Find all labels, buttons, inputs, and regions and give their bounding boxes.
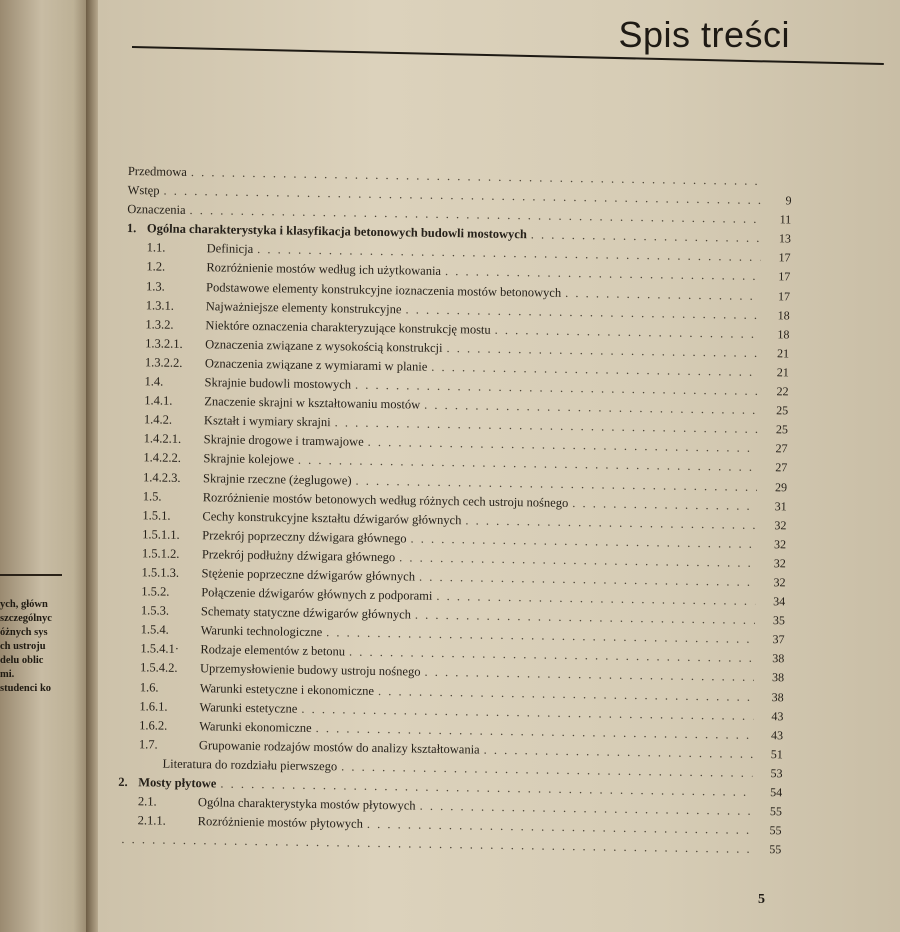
toc-entry-page: 31	[774, 498, 787, 513]
toc-entry-page: 25	[776, 403, 789, 418]
toc-entry-number: 1.3.2.	[145, 317, 174, 332]
toc-entry-title: Znaczenie skrajni w kształtowaniu mostów	[204, 394, 421, 412]
toc-entry-page: 17	[778, 269, 791, 284]
toc-entry-page: 27	[775, 441, 788, 456]
toc-entry-number: 1.5.4.1·	[140, 641, 180, 657]
toc-entry-title: Warunki estetyczne	[199, 699, 298, 716]
toc-entry-title: Skrajnie kolejowe	[203, 451, 295, 468]
toc-entry-number: 1.3.2.2.	[144, 355, 183, 370]
toc-entry-title: Kształt i wymiary skrajni	[203, 413, 331, 430]
toc-entry-title: Skrajnie drogowe i tramwajowe	[203, 432, 364, 450]
toc-entry-number: 1.4.2.3.	[142, 469, 181, 485]
toc-entry-number: 2.1.	[137, 794, 157, 809]
left-page-fragment: studenci ko	[0, 683, 52, 694]
toc-entry-page: 32	[773, 575, 786, 590]
toc-entry-number: 1.3.	[145, 278, 165, 294]
toc-entry-title: Przedmowa	[127, 164, 188, 179]
left-page-fragment: mi.	[0, 669, 15, 680]
toc-entry-number: 1.5.	[142, 488, 162, 504]
toc-entry-title: Ogólna charakterystyka i klasyfikacja betonowych budowli mostowych	[146, 221, 527, 242]
toc-entry-number: 1.4.2.1.	[143, 431, 182, 447]
toc-entry-number: 1.	[126, 221, 137, 236]
toc-entry-title: Przekrój podłużny dźwigara głównego	[201, 547, 396, 565]
toc-entry-title: Rozróżnienie mostów betonowych według różnych cech ustroju nośnego	[202, 489, 569, 510]
left-page-text	[0, 598, 80, 696]
toc-entry-page: 54	[770, 785, 783, 800]
toc-entry-title: Podstawowe elementy konstrukcyjne ioznaczenia mostów betonowych	[205, 279, 562, 300]
toc-entry-number: 1.1.	[146, 240, 166, 255]
toc-entry-title: Niektóre oznaczenia charakteryzujące konstrukcję mostu	[205, 317, 491, 337]
toc-page	[98, 0, 900, 932]
toc-entry-number: 1.3.2.1.	[145, 336, 183, 351]
toc-entry-number: 1.5.4.2.	[139, 660, 178, 676]
toc-entry-title: Warunki technologiczne	[200, 623, 323, 640]
toc-leader-dots	[572, 496, 757, 514]
toc-entry-page: 22	[776, 384, 789, 399]
toc-entry-number: 1.5.3.	[140, 603, 170, 618]
toc-entry-number: 1.3.1.	[145, 297, 175, 313]
toc-entry-title: Warunki estetyczne i ekonomiczne	[199, 680, 375, 698]
toc-entry-title: Skrajnie budowli mostowych	[204, 375, 352, 392]
page-title: Spis treści	[618, 14, 790, 55]
toc-entry-title: Ogólna charakterystyka mostów płytowych	[197, 795, 416, 813]
toc-entry-title: Uprzemysłowienie budowy ustroju nośnego	[199, 661, 421, 680]
toc-entry-number: 1.4.2.2.	[143, 450, 181, 466]
toc-entry-page: 38	[771, 670, 785, 685]
toc-entry-page: 38	[771, 689, 784, 704]
toc-leader-dots	[531, 228, 761, 247]
toc-entry-page: 55	[769, 804, 783, 819]
left-page	[0, 0, 92, 932]
page-number: 5	[758, 892, 765, 907]
toc-entry-page: 17	[777, 288, 791, 303]
toc-entry-title: Mosty płytowe	[138, 775, 217, 791]
toc-leader-dots	[465, 513, 756, 533]
toc-entry-page: 43	[771, 727, 784, 743]
left-page-fragment: szczególnyc	[0, 613, 52, 624]
toc-entry-title: Oznaczenia	[127, 202, 186, 218]
toc-entry-number: 1.4.	[144, 374, 164, 389]
toc-entry-number: 1.5.1.3.	[141, 565, 180, 580]
toc-entry-page: 25	[775, 422, 789, 437]
table-of-contents	[117, 164, 792, 862]
toc-entry-number: 1.7.	[138, 737, 158, 752]
toc-entry-page: 51	[770, 746, 783, 762]
toc-entry-title: Warunki ekonomiczne	[199, 718, 312, 735]
toc-entry-page: 9	[785, 193, 792, 208]
toc-entry-number: 2.	[118, 774, 128, 790]
toc-entry-title: Rozróżnienie mostów płytowych	[197, 814, 364, 831]
toc-entry-number: 1.5.1.	[142, 507, 171, 523]
toc-entry-page: 38	[772, 651, 785, 666]
toc-leader-dots	[495, 323, 760, 342]
toc-entry-title: Schematy statyczne dźwigarów głównych	[200, 604, 412, 622]
toc-entry-page: 55	[769, 823, 782, 838]
toc-entry-title: Najważniejsze elementy konstrukcyjne	[205, 298, 402, 316]
toc-entry-page: 11	[779, 212, 792, 227]
toc-entry-page: 55	[769, 842, 782, 857]
toc-entry-title: Grupowanie rodzajów mostów do analizy kształtowania	[198, 737, 480, 757]
toc-entry-page: 17	[778, 250, 791, 265]
toc-entry-page: 21	[776, 365, 789, 380]
toc-entry-page: 32	[774, 517, 787, 533]
toc-entry-page: 53	[770, 766, 783, 781]
toc-entry-number: 1.6.	[139, 679, 159, 695]
toc-entry-number: 1.6.1.	[139, 698, 168, 714]
toc-entry-page: 27	[775, 460, 788, 475]
left-page-fragment: delu oblic	[0, 655, 44, 666]
toc-entry-title: Cechy konstrukcyjne kształtu dźwigarów głównych	[202, 508, 462, 527]
toc-entry-title: Wstęp	[127, 183, 160, 198]
toc-entry-title: Skrajnie rzeczne (żeglugowe)	[202, 470, 352, 488]
toc-entry-page: 43	[771, 708, 784, 723]
toc-entry-number: 1.5.2.	[141, 584, 170, 599]
toc-leader-dots	[565, 285, 760, 303]
toc-entry-page: 13	[778, 231, 792, 246]
toc-entry-title: Rozróżnienie mostów według ich użytkowania	[206, 260, 442, 279]
toc-entry-title: Rodzaje elementów z betonu	[200, 642, 346, 659]
toc-entry-page: 21	[777, 346, 790, 361]
left-page-rule	[0, 574, 62, 576]
toc-entry-title: Literatura do rozdziału pierwszego	[162, 756, 338, 774]
toc-entry-page: 32	[773, 556, 786, 571]
toc-entry-page: 35	[772, 613, 786, 628]
toc-entry-number: 1.2.	[146, 259, 166, 275]
toc-entry-number: 2.1.1.	[137, 813, 166, 828]
toc-entry-page: 18	[777, 326, 790, 342]
toc-entry-title: Definicja	[206, 241, 254, 257]
left-page-fragment: ch ustroju	[0, 641, 46, 652]
toc-entry-number: 1.4.1.	[144, 393, 173, 408]
toc-entry-page: 29	[774, 479, 788, 494]
toc-entry-number: 1.5.4.	[140, 622, 169, 637]
toc-entry-page: 34	[773, 594, 786, 609]
toc-entry-number: 1.5.1.2.	[141, 546, 180, 561]
toc-entry-title: Oznaczenia związane z wysokością konstrukcji	[205, 337, 443, 355]
toc-entry-title: Stężenie poprzeczne dźwigarów głównych	[201, 566, 416, 584]
left-page-fragment: ych, główn	[0, 599, 48, 610]
toc-entry-page: 32	[774, 536, 787, 552]
toc-entry-title: Przekrój poprzeczny dźwigara głównego	[202, 527, 407, 546]
toc-entry-page: 37	[772, 632, 785, 647]
left-page-fragment: óżnych sys	[0, 627, 48, 638]
toc-entry-number: 1.4.2.	[143, 412, 173, 427]
toc-entry-title: Połączenie dźwigarów głównych z podporami	[201, 585, 433, 603]
toc-entry-number: 1.6.2.	[139, 717, 168, 733]
toc-entry-title: Oznaczenia związane z wymiarami w planie	[204, 356, 428, 374]
toc-entry-number: 1.5.1.1.	[142, 527, 180, 542]
toc-leader-dots	[484, 742, 753, 761]
toc-entry-page: 18	[777, 307, 790, 323]
